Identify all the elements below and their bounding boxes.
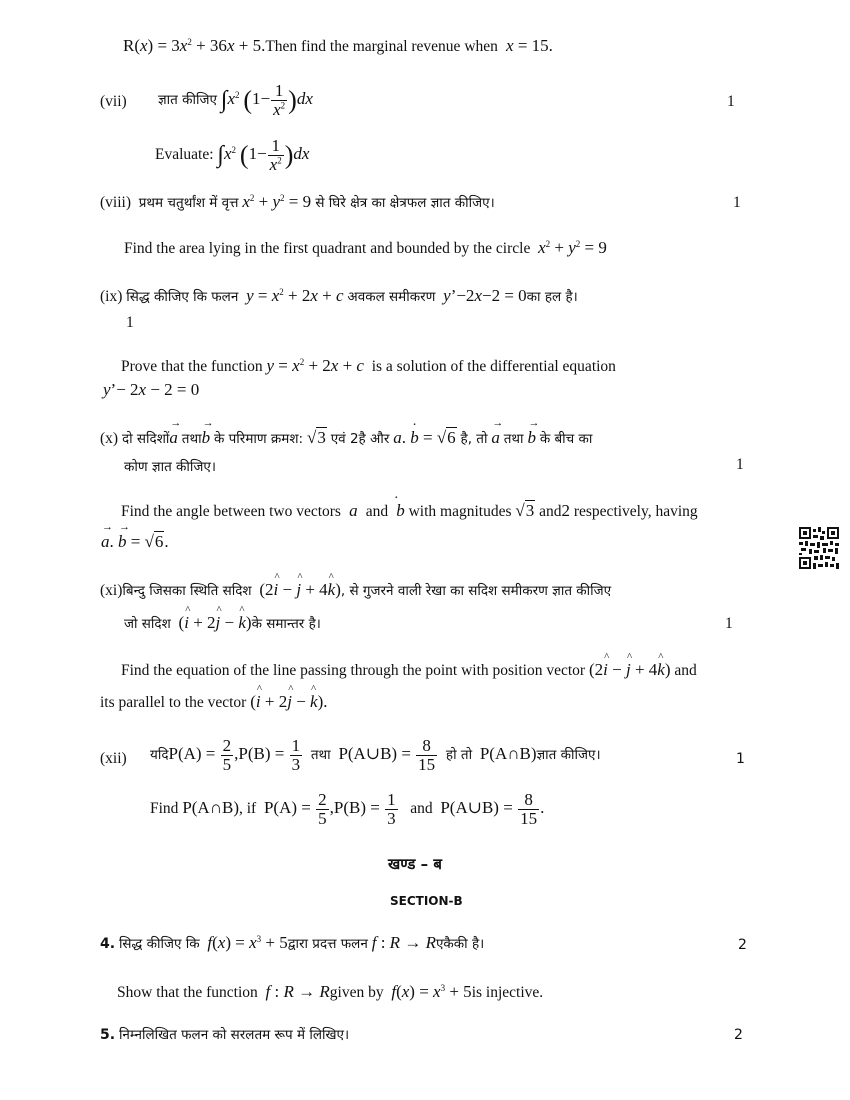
section-heading-english: SECTION-B xyxy=(390,894,463,908)
q8-marks: 1 xyxy=(733,194,741,211)
revenue-continuation: Then find the marginal revenue when xyxy=(265,38,498,55)
q7-number: (vii) xyxy=(100,93,127,110)
q5-marks: 2 xyxy=(734,1027,743,1043)
q10-english-c: with magnitudes xyxy=(408,503,512,520)
q7-hindi: ज्ञात कीजिए $\int x^2$ (1− $\frac{1}{x^2}$ )dx xyxy=(158,81,313,119)
q10-hindi-e: है, तो xyxy=(460,431,488,447)
q5-line xyxy=(100,1025,349,1044)
q11-hindi-d: के समान्तर है। xyxy=(251,616,321,632)
q10-english-a: Find the angle between two vectors xyxy=(121,503,341,520)
q7-english: Evaluate: $\int x^2$ (1− $\frac{1}{x^2}$ )dx xyxy=(155,136,310,174)
q4-hindi-b: द्वारा प्रदत्त फलन xyxy=(287,936,368,952)
q11-marks: 1 xyxy=(725,615,733,632)
q9-line: (ix) सिद्ध कीजिए कि फलन $y = x^2 + 2x + c$ अवकल समीकरण y’−2x−2 = 0का हल है। xyxy=(100,286,578,305)
q12-hindi: यदिP(A) = $\frac{2}{5}$ ,P(B) = $\frac{1}{3}$ तथा P(A∪B) = $\frac{8}{15}$ हो तो P(A∩B)ज्ञात कीजिए। xyxy=(150,736,601,774)
q11-english-c: its parallel to the vector xyxy=(100,694,247,711)
q12-hindi-a: यदि xyxy=(150,746,169,763)
q12-english-c: and xyxy=(410,799,433,817)
q10-english-d: and xyxy=(539,503,562,520)
q12-english-a: Find xyxy=(150,799,179,817)
q9-english: Prove that the function $y = x^2 + 2x + c$ is a solution of the differential equation xyxy=(121,356,616,375)
q5-hindi: निम्नलिखित फलन को सरलतम रूप में लिखिए। xyxy=(118,1027,350,1043)
q8-number: (viii) xyxy=(100,194,131,211)
q4-number: 4. xyxy=(100,936,116,952)
q4-english: Show that the function f : R → Rgiven by $f(x) = x^3 + 5is$ injective. xyxy=(117,982,544,1001)
q4-hindi-a: सिद्ध कीजिए कि xyxy=(118,936,200,952)
q10-english: Find the angle between two vectors a and · b with magnitudes √3 and2 respectively, having xyxy=(121,501,698,521)
q9-hindi-c: का हल है। xyxy=(526,289,578,305)
q11-hindi-b: , से गुजरने वाली रेखा का सदिश समीकरण ज्ञात कीजिए xyxy=(340,583,612,599)
q12-marks: 1 xyxy=(736,751,745,767)
q4-english-b: given by xyxy=(329,984,384,1001)
q11-number: (xi) xyxy=(100,582,123,599)
revenue-line: $R(x) = 3x^2 + 36x$ + 5.Then find the marginal revenue when x = 15. xyxy=(123,36,553,55)
q9-hindi-a: सिद्ध कीजिए कि फलन xyxy=(126,289,239,305)
q8-hindi-b: से घिरे क्षेत्र का क्षेत्रफल ज्ञात कीजिए। xyxy=(315,195,495,211)
q11-hindi-c: जो सदिश xyxy=(124,616,171,632)
q10-hindi-h: कोण ज्ञात कीजिए। xyxy=(124,459,217,475)
q10-english-b: and xyxy=(365,503,389,520)
q9-english-a: Prove that the function xyxy=(121,358,263,375)
qr-code-icon xyxy=(799,527,839,569)
q7-hindi-text: ज्ञात कीजिए xyxy=(158,91,217,108)
q12-hindi-c: हो तो xyxy=(445,746,473,763)
q12-english-b: , if xyxy=(238,799,257,817)
q11-english-line2: its parallel to the vector (^ i + 2^ j − ^ k). xyxy=(100,692,328,712)
q10-line: (x) दो सदिशों→ a तथा→ b के परिमाण क्रमश: √3 एवं 2है और a. · b = √6 है, तो → a तथा → b के बीच का xyxy=(100,428,592,448)
q11-line: (xi)बिन्दु जिसका स्थिति सदिश (2^ i − ^ j + 4^ k), से गुजरने वाली रेखा का सदिश समीकरण ज्ञात कीजिए xyxy=(100,580,611,600)
q10-hindi-c: के परिमाण क्रमश: xyxy=(213,431,304,447)
q9-english-b: is a solution of the differential equation xyxy=(371,358,616,375)
q11-english-a: Find the equation of the line passing through the point with position vector xyxy=(121,662,586,679)
q10-number: (x) xyxy=(100,430,119,447)
q10-marks: 1 xyxy=(736,456,744,473)
q8-english-text: Find the area lying in the first quadrant and bounded by the circle xyxy=(124,240,531,257)
q9-marks: 1 xyxy=(126,314,134,331)
q4-line: 4. सिद्ध कीजिए कि $f(x) = x^3$ + 5द्वारा प्रदत्त फलन f : R → Rएकैकी है। xyxy=(100,933,485,952)
q10-hindi-d: एवं 2है और xyxy=(330,431,390,447)
q10-condition: → a. → b = √6. xyxy=(101,532,169,552)
q12-english: Find P(A∩B), if P(A) = $\frac{2}{5}$ ,P(B) = $\frac{1}{3}$ and P(A∪B) = $\frac{8}{15}$ . xyxy=(150,790,545,828)
q9-number: (ix) xyxy=(100,288,123,305)
q7-marks: 1 xyxy=(727,93,735,110)
q9-hindi-b: अवकल समीकरण xyxy=(347,289,436,305)
q10-hindi-a: दो सदिशों xyxy=(121,431,170,447)
q10-hindi-b: तथा xyxy=(181,431,202,447)
q4-english-a: Show that the function xyxy=(117,984,258,1001)
q10-english-e: respectively, having xyxy=(573,503,698,520)
q10-hindi-f: तथा xyxy=(503,431,524,447)
q11-line2: जो सदिश (^ i + 2^ j − ^ k)के समान्तर है। xyxy=(124,613,321,633)
q11-english-b: and xyxy=(674,662,697,679)
q9-equation: y’− 2x − 2 = 0 xyxy=(103,380,200,399)
q8-line: (viii) प्रथम चतुर्थांश में वृत्त $x^2 + y^2 = 9$ से घिरे क्षेत्र का क्षेत्रफल ज्ञात कीजिए। xyxy=(100,192,495,211)
q11-english: Find the equation of the line passing through the point with position vector (2^ i − ^ j + 4^ k) and xyxy=(121,660,697,680)
q8-hindi-a: प्रथम चतुर्थांश में वृत्त xyxy=(138,195,239,211)
q4-english-c: is injective. xyxy=(471,984,544,1001)
q12-hindi-d: ज्ञात कीजिए। xyxy=(536,746,601,763)
q10-hindi-g: के बीच का xyxy=(539,431,593,447)
q5-number: 5. xyxy=(100,1027,116,1043)
q4-marks: 2 xyxy=(738,937,747,953)
q12-hindi-b: तथा xyxy=(310,746,331,763)
section-heading-hindi: खण्ड – ब xyxy=(388,855,442,873)
q11-hindi-a: बिन्दु जिसका स्थिति सदिश xyxy=(122,583,252,599)
q12-number: (xii) xyxy=(100,750,127,767)
q7-english-text: Evaluate: xyxy=(155,145,214,163)
q8-english: Find the area lying in the first quadrant and bounded by the circle $x^2 + y^2 = 9$ xyxy=(124,238,607,257)
q4-hindi-c: एकैकी है। xyxy=(435,936,485,952)
